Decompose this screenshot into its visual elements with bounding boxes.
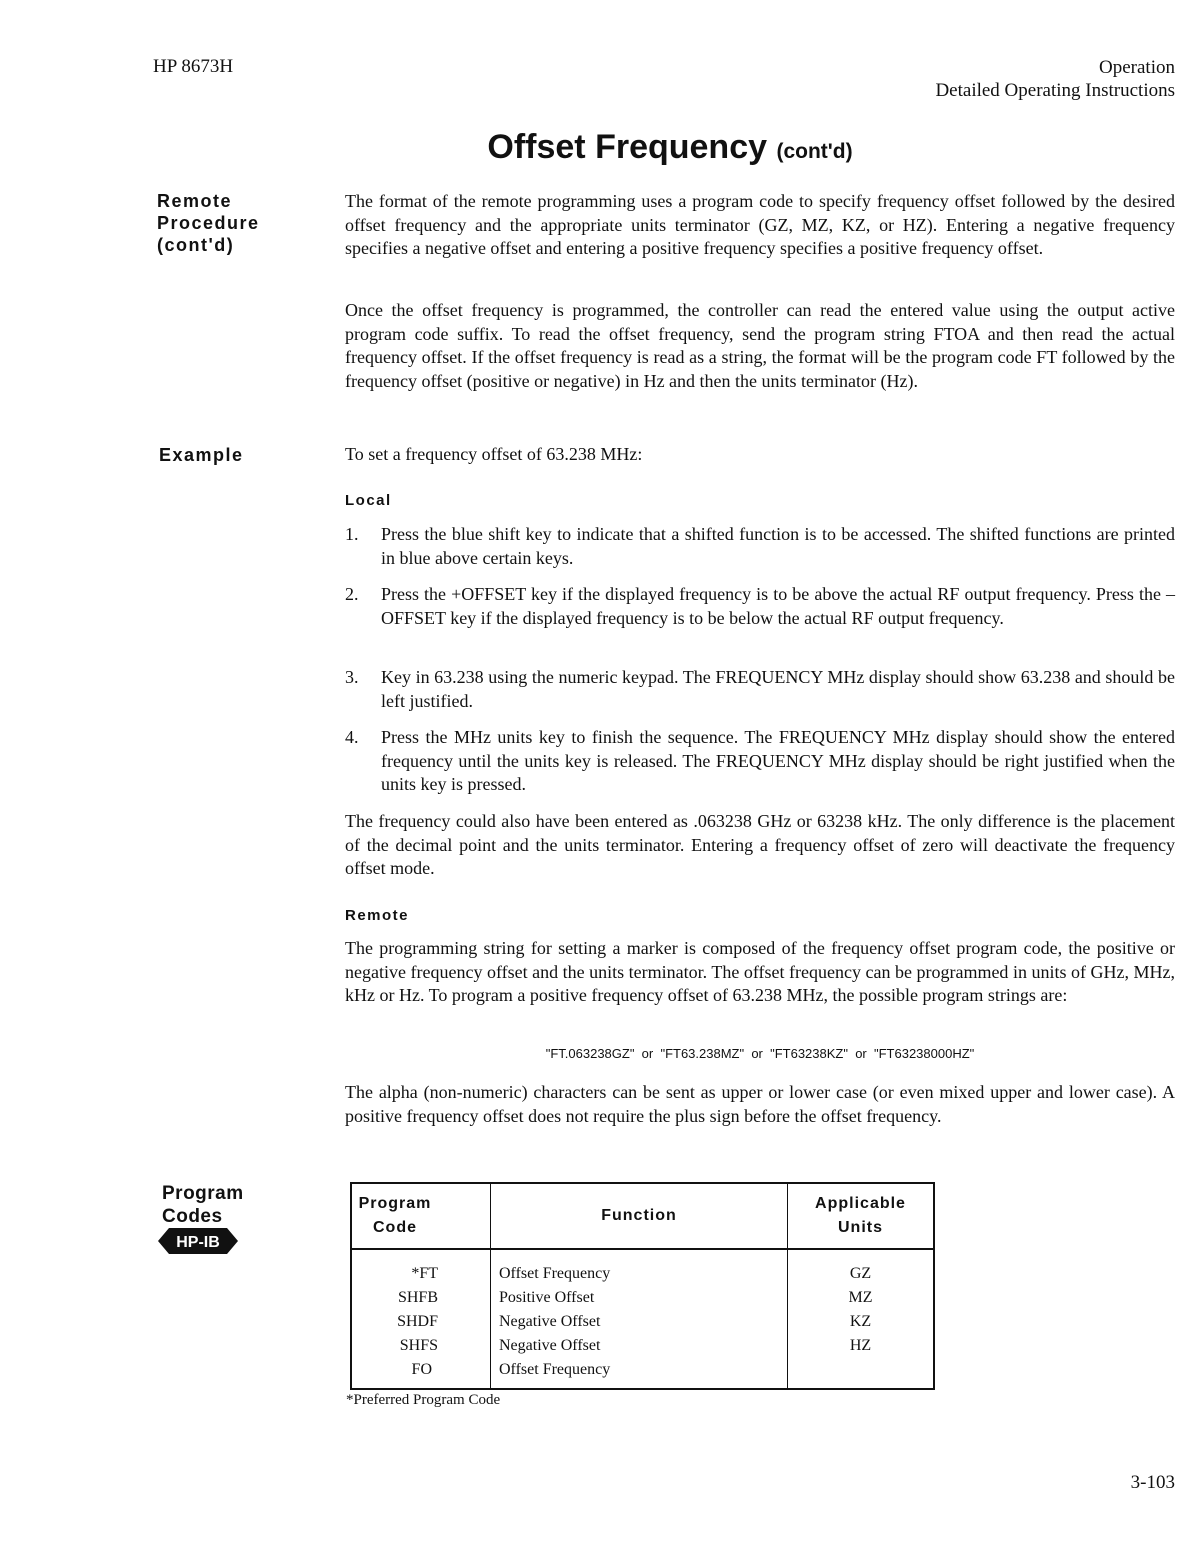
function-cell: Offset Frequency xyxy=(499,1361,611,1378)
page-title-suffix: (cont'd) xyxy=(776,140,853,163)
side-label-line: Program xyxy=(162,1183,244,1204)
program-codes-table xyxy=(350,1182,935,1390)
step-item xyxy=(345,583,1175,630)
remote-procedure-paragraph-1: The format of the remote programming uses a program code to specify frequency offset followed by the desired offset frequency and the appropriate units terminator (GZ, MZ, KZ, or HZ). Entering a negative frequency specifies a negative offset and entering a positive frequency specifies a positive frequency offset. xyxy=(345,191,1175,258)
example-intro: To set a frequency offset of 63.238 MHz: xyxy=(345,444,643,464)
page-title xyxy=(0,128,1200,167)
code-column xyxy=(351,1249,491,1389)
code-cell: SHFB xyxy=(397,1289,438,1306)
section-title: Operation xyxy=(1099,57,1175,78)
step-text: Press the blue shift key to indicate that a shifted function is to be accessed. The shifted functions are printed in blue above certain keys. xyxy=(381,524,1175,568)
units-cell: GZ xyxy=(849,1265,872,1282)
step-text: Press the +OFFSET key if the displayed frequency is to be above the actual RF output frequency. Press the –OFFSET key if the displayed frequency is to be below the actual RF output frequency. xyxy=(381,584,1175,628)
page-title-main: Offset Frequency xyxy=(487,128,768,166)
step-number: 2. xyxy=(345,584,359,604)
page-number: 3-103 xyxy=(1130,1472,1175,1493)
step-number: 4. xyxy=(345,727,359,747)
code-cell: FO xyxy=(411,1361,432,1378)
side-label-line: Remote xyxy=(157,191,233,211)
header-applicable-units xyxy=(788,1183,935,1249)
function-cell: Positive Offset xyxy=(499,1289,595,1306)
header-program-code xyxy=(351,1183,491,1249)
function-column xyxy=(491,1249,788,1389)
function-cell: Offset Frequency xyxy=(499,1265,611,1282)
step-text: Press the MHz units key to finish the sequence. The FREQUENCY MHz display should show the entered frequency until the units key is released. The FREQUENCY MHz display should be right justified when the units key is pressed. xyxy=(381,727,1175,794)
remote-procedure-paragraph-2: Once the offset frequency is programmed, the controller can read the entered value using the output active program code suffix. To read the offset frequency, send the program string FTOA and then read the actual frequency offset. If the offset frequency is read as a string, the format will be the program code FT followed by the frequency offset (positive or negative) in Hz and then the units terminator (Hz). xyxy=(345,300,1175,391)
side-label-line: Codes xyxy=(162,1206,223,1227)
step-number: 1. xyxy=(345,524,359,544)
function-cell: Negative Offset xyxy=(499,1337,601,1354)
step-item xyxy=(345,726,1175,797)
code-cell: SHDF xyxy=(397,1313,438,1330)
remote-paragraph: The programming string for setting a marker is composed of the frequency offset program code, the positive or negative frequency offset and the units terminator. The offset frequency can be programmed in units of GHz, MHz, kHz or Hz. To program a positive frequency offset of 63.238 MHz, the possible program strings are: xyxy=(345,938,1175,1005)
step-item xyxy=(345,523,1175,570)
code-cell: SHFS xyxy=(399,1337,438,1354)
local-note: The frequency could also have been entered as .063238 GHz or 63238 kHz. The only difference is the placement of the decimal point and the units terminator. Entering a frequency offset of zero will deactivate the frequency offset mode. xyxy=(345,811,1175,878)
units-cell: MZ xyxy=(848,1289,873,1306)
code-cell: *FT xyxy=(411,1265,438,1282)
header-function: Function xyxy=(491,1183,788,1249)
table-row xyxy=(351,1249,934,1389)
table-footnote: *Preferred Program Code xyxy=(346,1392,501,1408)
side-label-line: (cont'd) xyxy=(157,235,235,255)
program-strings: "FT.063238GZ" or "FT63.238MZ" or "FT63238KZ" or "FT63238000HZ" xyxy=(545,1046,975,1061)
side-label-example: Example xyxy=(159,445,244,465)
remote-note: The alpha (non-numeric) characters can be sent as upper or lower case (or even mixed upper and lower case). A positive frequency offset does not require the plus sign before the offset frequency. xyxy=(345,1082,1175,1126)
side-label-remote-procedure xyxy=(157,190,260,256)
side-label-program-codes xyxy=(162,1182,244,1228)
model-header: HP 8673H xyxy=(153,56,234,77)
hpib-badge xyxy=(158,1228,238,1254)
units-cell: HZ xyxy=(849,1337,872,1354)
subsection-title: Detailed Operating Instructions xyxy=(935,80,1175,101)
function-cell: Negative Offset xyxy=(499,1313,601,1330)
step-number: 3. xyxy=(345,667,359,687)
step-item xyxy=(345,666,1175,713)
header-line: Program xyxy=(358,1195,432,1212)
step-text: Key in 63.238 using the numeric keypad. The FREQUENCY MHz display should show 63.238 and should be left justified. xyxy=(381,667,1175,711)
hpib-badge-label: HP-IB xyxy=(176,1234,220,1251)
local-heading: Local xyxy=(345,492,392,509)
units-column xyxy=(788,1249,935,1389)
remote-heading: Remote xyxy=(345,907,410,924)
side-label-line: Procedure xyxy=(157,213,260,233)
section-header xyxy=(935,56,1175,102)
header-line: Code xyxy=(373,1219,417,1236)
header-line: Units xyxy=(838,1219,883,1236)
header-line: Applicable xyxy=(815,1195,906,1212)
units-cell: KZ xyxy=(849,1313,872,1330)
table-header-row xyxy=(351,1183,934,1249)
